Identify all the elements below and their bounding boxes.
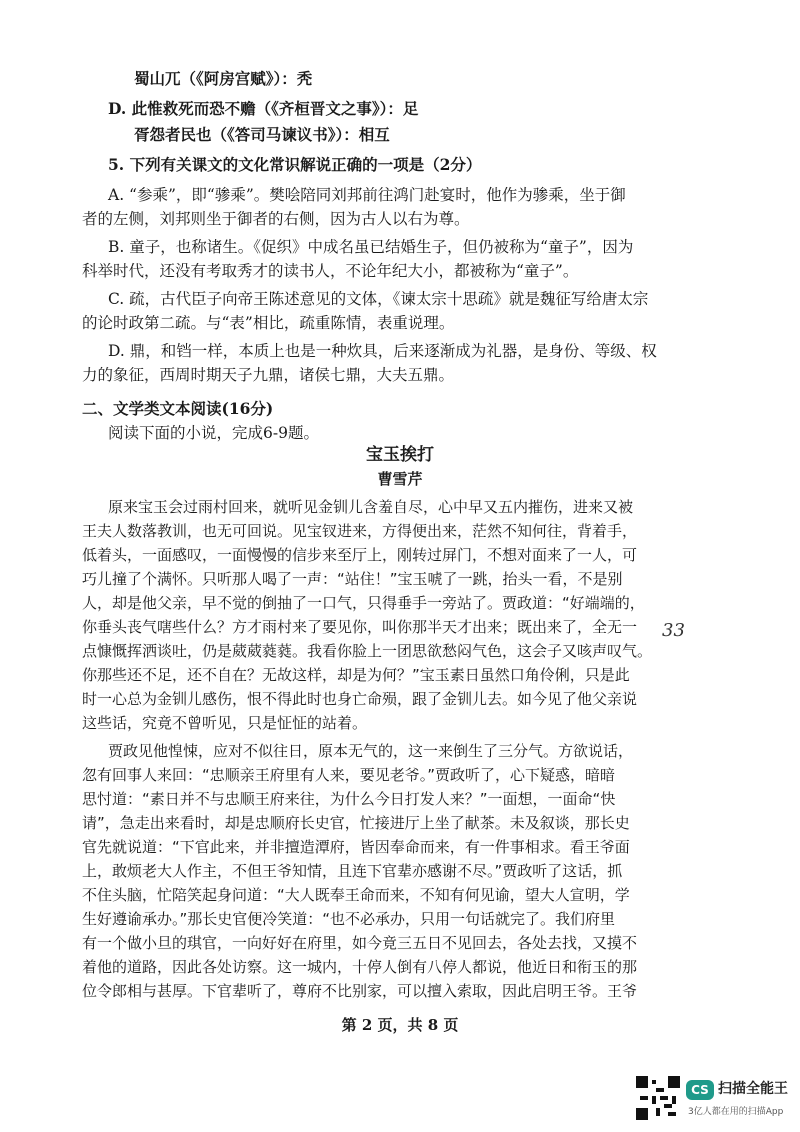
story-line: 时一心总为金钏儿感伤，恨不得此时也身亡命殒，跟了金钏儿去。如今见了他父亲说 <box>82 690 638 708</box>
story-title: 宝玉挨打 <box>366 445 434 465</box>
scanner-watermark <box>636 1076 796 1126</box>
scanner-brand: 扫描全能王 <box>718 1081 788 1097</box>
story-line: 忽有回事人来回：“忠顺亲王府里有人来，要见老爷。”贾政听了，心下疑惑，暗暗 <box>82 766 616 784</box>
story-line: 低着头，一面感叹，一面慢慢的信步来至厅上，刚转过屏门，不想对面来了一人，可 <box>82 546 638 564</box>
qr-code-icon <box>636 1076 680 1120</box>
story-line: 巧儿撞了个满怀。只听那人喝了一声：“站住！”宝玉唬了一跳，抬头一看，不是别 <box>82 570 623 588</box>
q5-line: 者的左侧，刘邦则坐于御者的右侧，因为古人以右为尊。 <box>82 210 470 228</box>
q5-line: 的论时政第二疏。与“表”相比，疏重陈情，表重说理。 <box>82 314 455 332</box>
section-instruction: 阅读下面的小说，完成6-9题。 <box>108 424 319 442</box>
option-line: D. 此惟救死而恐不赡（《齐桓晋文之事》）：足 <box>108 99 419 118</box>
q5-line: A. “参乘”，即“骖乘”。樊哙陪同刘邦前往鸿门赴宴时，他作为骖乘，坐于御 <box>108 186 626 204</box>
story-line: 位令郎相与甚厚。下官辈听了，尊府不比别家，可以擅入索取，因此启明王爷。王爷 <box>82 982 638 1000</box>
story-line: 原来宝玉会过雨村回来，就听见金钏儿含羞自尽，心中早又五内摧伤，进来又被 <box>108 498 634 516</box>
story-line: 你那些还不足，还不自在？无故这样，却是为何？”宝玉素日虽然口角伶俐，只是此 <box>82 666 630 684</box>
story-line: 思忖道：“素日并不与忠顺王府来往，为什么今日打发人来？”一面想，一面命“快 <box>82 790 616 808</box>
story-line: 官先就说道：“下官此来，并非擅造潭府，皆因奉命而来，有一件事相求。看王爷面 <box>82 838 630 856</box>
q5-line: 科举时代，还没有考取秀才的读书人，不论年纪大小，都被称为“童子”。 <box>82 262 579 280</box>
camscanner-logo-icon: CS <box>686 1080 714 1100</box>
question-5: 5. 下列有关课文的文化常识解说正确的一项是（2分） <box>108 155 482 174</box>
q5-line: C. 疏，古代臣子向帝王陈述意见的文体，《谏太宗十思疏》就是魏征写给唐太宗 <box>108 290 649 308</box>
story-line: 有一个做小旦的琪官，一向好好在府里，如今竟三五日不见回去，各处去找，又摸不 <box>82 934 638 952</box>
story-line: 贾政见他惶悚，应对不似往日，原本无气的，这一来倒生了三分气。方欲说话， <box>108 742 634 760</box>
story-line: 不住头脑，忙陪笑起身问道：“大人既奉王命而来，不知有何见谕，望大人宣明，学 <box>82 886 630 904</box>
q5-line: 力的象征，西周时期天子九鼎，诸侯七鼎，大夫五鼎。 <box>82 366 455 384</box>
story-line: 生好遵谕承办。”那长史官便冷笑道：“也不必承办，只用一句话就完了。我们府里 <box>82 910 616 928</box>
story-line: 这些话，究竟不曾听见，只是怔怔的站着。 <box>82 714 368 732</box>
scanner-tagline: 3亿人都在用的扫描App <box>688 1107 784 1117</box>
q5-line: B. 童子，也称诸生。《促织》中成名虽已结婚生子，但仍被称为“童子”，因为 <box>108 238 634 256</box>
page-footer: 第 2 页，共 8 页 <box>341 1016 459 1034</box>
section-heading: 二、文学类文本阅读(16分) <box>82 399 274 418</box>
story-line: 你垂头丧气嗐些什么？方才雨村来了要见你，叫你那半天才出来；既出来了，全无一 <box>82 618 638 636</box>
story-line: 王夫人数落教训，也无可回说。见宝钗进来，方得便出来，茫然不知何往，背着手， <box>82 522 638 540</box>
story-line: 请”，急走出来看时，却是忠顺府长史官，忙接进厅上坐了献茶。未及叙谈，那长史 <box>82 814 630 832</box>
story-line: 着他的道路，因此各处访察。这一城内，十停人倒有八停人都说，他近日和衔玉的那 <box>82 958 638 976</box>
story-author: 曹雪芹 <box>377 470 423 488</box>
option-line: 蜀山兀（《阿房宫赋》）：秃 <box>134 69 313 88</box>
margin-scribble: 33 <box>662 620 685 641</box>
story-line: 点慷慨挥洒谈吐，仍是葳葳蕤蕤。我看你脸上一团思欲愁闷气色，这会子又咳声叹气。 <box>82 642 653 660</box>
q5-line: D. 鼎，和铛一样，本质上也是一种炊具，后来逐渐成为礼器，是身份、等级、权 <box>108 342 657 360</box>
option-line: 胥怨者民也（《答司马谏议书》）：相互 <box>134 125 390 144</box>
story-line: 人，却是他父亲，早不觉的倒抽了一口气，只得垂手一旁站了。贾政道：“好端端的， <box>82 594 645 612</box>
story-line: 上，敢烦老大人作主，不但王爷知情，且连下官辈亦感谢不尽。”贾政听了这话，抓 <box>82 862 623 880</box>
